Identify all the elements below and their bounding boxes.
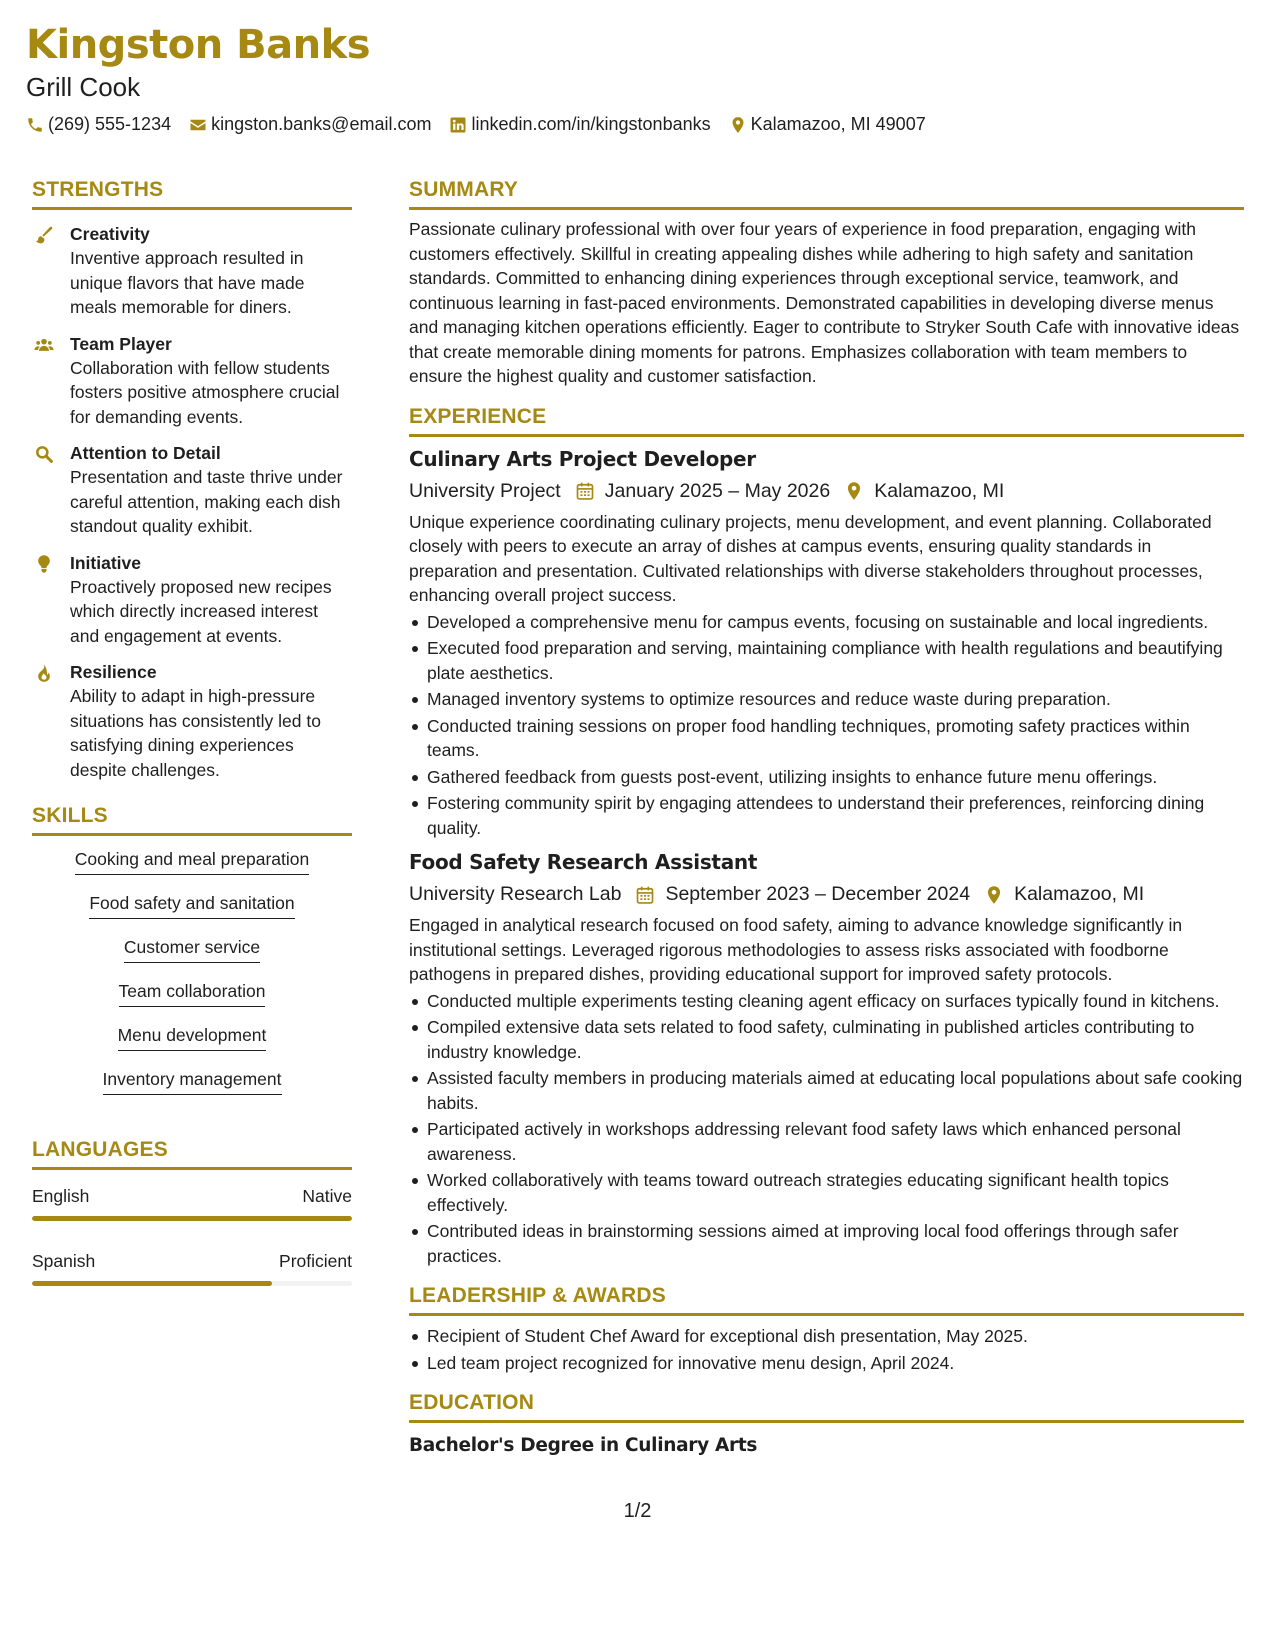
job-dates: January 2025 – May 2026 — [604, 479, 831, 502]
language-item — [32, 1249, 352, 1286]
language-bar — [32, 1281, 352, 1286]
job-meta — [409, 883, 1244, 906]
strength-item — [32, 332, 352, 430]
language-level: Native — [302, 1186, 352, 1206]
education-degree: Bachelor's Degree in Culinary Arts — [409, 1435, 758, 1456]
fire-icon — [34, 663, 54, 683]
job-title: Culinary Arts Project Developer — [409, 446, 756, 471]
right-column — [409, 178, 1244, 1456]
linkedin-text: linkedin.com/in/kingstonbanks — [471, 114, 711, 134]
bullet-item: Executed food preparation and serving, maintaining compliance with health regulations and beautifying plate aesthetics. — [409, 636, 1244, 685]
job-bullets — [409, 610, 1244, 841]
bullet-item: Developed a comprehensive menu for campus events, focusing on sustainable and local ingredients. — [409, 610, 1244, 635]
contact-location — [729, 114, 926, 135]
strength-desc: Proactively proposed new recipes which directly increased interest and engagement at events. — [70, 576, 332, 646]
job-description: Unique experience coordinating culinary projects, menu development, and event planning. Collaborated closely with peers to execute an array of dishes at campus events, ensuring quality standards in preparation and presentation. Cultivated relationships with diverse stakeholders throughout processes, enhancing overall project success. — [409, 511, 1212, 605]
bullet-item: Managed inventory systems to optimize resources and reduce waste during preparation. — [409, 687, 1244, 712]
language-bar-fill — [32, 1216, 352, 1221]
job-org: University Research Lab — [409, 883, 622, 905]
skills-title: SKILLS — [32, 804, 352, 836]
location-text: Kalamazoo, MI 49007 — [750, 114, 926, 134]
strength-desc: Presentation and taste thrive under careful attention, making each dish standout quality exhibit. — [70, 467, 343, 536]
skill-tag: Customer service — [124, 936, 260, 963]
skill-tag: Cooking and meal preparation — [75, 848, 309, 875]
bullet-item: Fostering community spirit by engaging attendees to understand their preferences, reinforcing dining quality. — [409, 791, 1244, 840]
strength-name: Team Player — [70, 333, 172, 354]
linkedin-icon — [449, 116, 467, 134]
page-number: 1/2 — [623, 1500, 652, 1522]
left-column — [32, 178, 352, 1286]
strength-name: Initiative — [70, 552, 141, 573]
job-title: Food Safety Research Assistant — [409, 850, 758, 874]
job-description: Engaged in analytical research focused on food safety, aiming to advance knowledge significantly in institutional settings. Leveraged rigorous methodologies to assess risks associated with foodborne pathogens in prepared dishes, providing educational support for improved safety protocols. — [409, 915, 1183, 984]
strength-desc: Collaboration with fellow students fosters positive atmosphere crucial for demanding events. — [70, 357, 340, 427]
bullet-item: Recipient of Student Chef Award for exceptional dish presentation, May 2025. — [409, 1324, 1244, 1349]
phone-text: (269) 555-1234 — [48, 114, 172, 134]
job-location: Kalamazoo, MI — [874, 479, 1005, 502]
leadership-title: LEADERSHIP & AWARDS — [409, 1284, 1244, 1316]
skill-tag: Menu development — [118, 1024, 267, 1051]
bullet-item: Worked collaboratively with teams toward outreach strategies educating significant health topics effectively. — [409, 1168, 1244, 1217]
job-org: University Project — [409, 479, 561, 502]
bullet-item: Conducted multiple experiments testing cleaning agent efficacy on surfaces typically found in kitchens. — [409, 989, 1244, 1014]
language-item — [32, 1184, 352, 1221]
users-icon — [34, 335, 54, 355]
strength-item — [32, 660, 352, 782]
strength-name: Creativity — [70, 224, 150, 244]
job-bullets — [409, 989, 1244, 1269]
bullet-item: Compiled extensive data sets related to food safety, culminating in published articles contributing to industry knowledge. — [409, 1015, 1244, 1064]
strengths-title: STRENGTHS — [32, 178, 352, 210]
skills-list — [32, 848, 352, 1112]
strength-name: Resilience — [70, 662, 157, 682]
education-title: EDUCATION — [409, 1391, 1244, 1423]
bullet-item: Contributed ideas in brainstorming sessions aimed at improving local food offerings through safer practices. — [409, 1219, 1244, 1268]
language-bar-fill — [32, 1281, 272, 1286]
calendar-icon — [635, 885, 655, 905]
lightbulb-icon — [34, 554, 54, 574]
contact-bar — [26, 114, 944, 135]
paintbrush-icon — [34, 225, 54, 245]
map-pin-icon — [984, 885, 1004, 905]
summary-title: SUMMARY — [409, 178, 1244, 210]
job-dates: September 2023 – December 2024 — [665, 883, 971, 905]
map-pin-icon — [729, 116, 747, 134]
email-text: kingston.banks@email.com — [211, 114, 432, 134]
phone-icon — [26, 116, 44, 134]
strength-item — [32, 441, 352, 539]
strengths-list — [32, 222, 352, 782]
strength-desc: Inventive approach resulted in unique flavors that have made meals memorable for diners. — [70, 248, 305, 317]
language-name: Spanish — [32, 1251, 96, 1271]
job-entry — [409, 447, 1244, 841]
contact-linkedin[interactable] — [449, 114, 710, 135]
language-level: Proficient — [279, 1251, 352, 1271]
envelope-icon — [189, 116, 207, 134]
bullet-item: Led team project recognized for innovative menu design, April 2024. — [409, 1351, 1244, 1376]
strength-item — [32, 551, 352, 649]
calendar-icon — [575, 481, 595, 501]
language-name: English — [32, 1186, 90, 1206]
strength-name: Attention to Detail — [70, 443, 221, 463]
contact-phone — [26, 114, 171, 135]
bullet-item: Participated actively in workshops addressing relevant food safety laws which enhanced personal awareness. — [409, 1117, 1244, 1166]
map-pin-icon — [844, 481, 864, 501]
contact-email[interactable] — [189, 114, 431, 135]
skill-tag: Inventory management — [103, 1068, 282, 1095]
leadership-list — [409, 1324, 1244, 1375]
bullet-item: Gathered feedback from guests post-event, utilizing insights to enhance future menu offerings. — [409, 765, 1244, 790]
summary-text: Passionate culinary professional with over four years of experience in food preparation, engaging with customers effectively. Skillful in creating appealing dishes while adhering to high safety and sanitation standards. Committed to enhancing dining experiences through exceptional service, teamwork, and continuous learning in fast-paced environments. Demonstrated capabilities in developing diverse menus and managing kitchen operations efficiently. Eager to contribute to Stryker South Cafe with innovative ideas that create memorable dining moments for patrons. Emphasizes collaboration with team members to ensure the highest quality and customer satisfaction. — [409, 219, 1240, 386]
job-meta — [409, 480, 1244, 503]
search-icon — [34, 444, 54, 464]
job-location: Kalamazoo, MI — [1014, 883, 1145, 905]
job-entry — [409, 850, 1244, 1268]
strength-item — [32, 222, 352, 320]
bullet-item: Assisted faculty members in producing materials aimed at educating local populations about safe cooking habits. — [409, 1066, 1244, 1115]
languages-title: LANGUAGES — [32, 1138, 352, 1170]
language-bar — [32, 1216, 352, 1221]
skill-tag: Team collaboration — [119, 980, 266, 1007]
candidate-name: Kingston Banks — [26, 22, 370, 68]
strength-desc: Ability to adapt in high-pressure situations has consistently led to satisfying dining experiences despite challenges. — [70, 686, 321, 780]
skill-tag: Food safety and sanitation — [89, 892, 294, 919]
candidate-role: Grill Cook — [26, 72, 141, 102]
bullet-item: Conducted training sessions on proper food handling techniques, promoting safety practices within teams. — [409, 714, 1244, 763]
experience-title: EXPERIENCE — [409, 405, 1244, 437]
